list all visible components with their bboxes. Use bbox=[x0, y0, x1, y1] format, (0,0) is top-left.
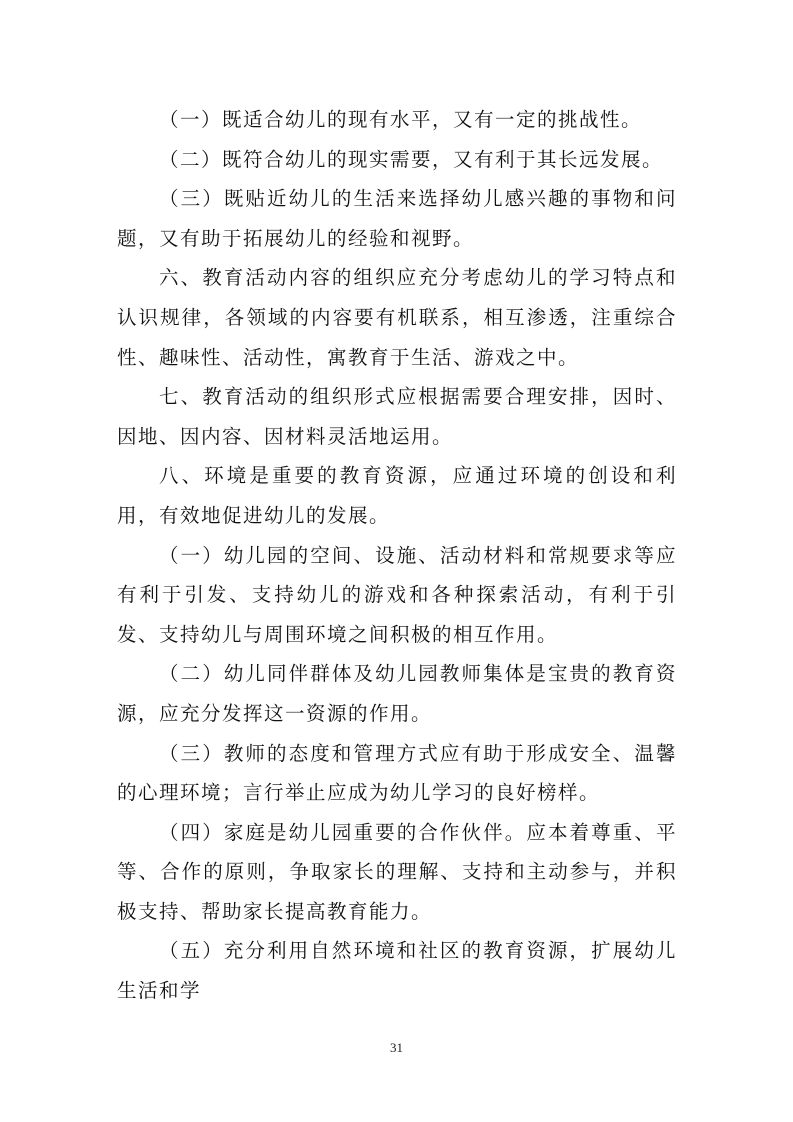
paragraph-3: （三）既贴近幼儿的生活来选择幼儿感兴趣的事物和问题，又有助于拓展幼儿的经验和视野。 bbox=[117, 187, 677, 250]
paragraph-8: （二）幼儿同伴群体及幼儿园教师集体是宝贵的教育资源，应充分发挥这一资源的作用。 bbox=[117, 662, 677, 725]
paragraph-1: （一）既适合幼儿的现有水平，又有一定的挑战性。 bbox=[159, 108, 643, 131]
paragraph-6: 八、环境是重要的教育资源，应通过环境的创设和利用，有效地促进幼儿的发展。 bbox=[117, 464, 677, 527]
paragraph-7: （一）幼儿园的空间、设施、活动材料和常规要求等应有利于引发、支持幼儿的游戏和各种探索活动，有利于引发、支持幼儿与周围环境之间积极的相互作用。 bbox=[117, 543, 677, 646]
paragraph-11: （五）充分利用自然环境和社区的教育资源，扩展幼儿生活和学 bbox=[117, 939, 677, 1003]
body-text bbox=[117, 100, 677, 1011]
paragraph-5: 七、教育活动的组织形式应根据需要合理安排，因时、因地、因内容、因材料灵活地运用。 bbox=[117, 385, 677, 448]
paragraph-2: （二）既符合幼儿的现实需要，又有利于其长远发展。 bbox=[159, 147, 664, 171]
paragraph-10: （四）家庭是幼儿园重要的合作伙伴。应本着尊重、平等、合作的原则，争取家长的理解、支持和主动参与，并积极支持、帮助家长提高教育能力。 bbox=[117, 820, 677, 923]
paragraph-4: 六、教育活动内容的组织应充分考虑幼儿的学习特点和认识规律，各领域的内容要有机联系，相互渗透，注重综合性、趣味性、活动性，寓教育于生活、游戏之中。 bbox=[117, 266, 677, 369]
page-number: 31 bbox=[390, 1040, 403, 1055]
paragraph-9: （三）教师的态度和管理方式应有助于形成安全、温馨的心理环境；言行举止应成为幼儿学习的良好榜样。 bbox=[117, 741, 677, 805]
